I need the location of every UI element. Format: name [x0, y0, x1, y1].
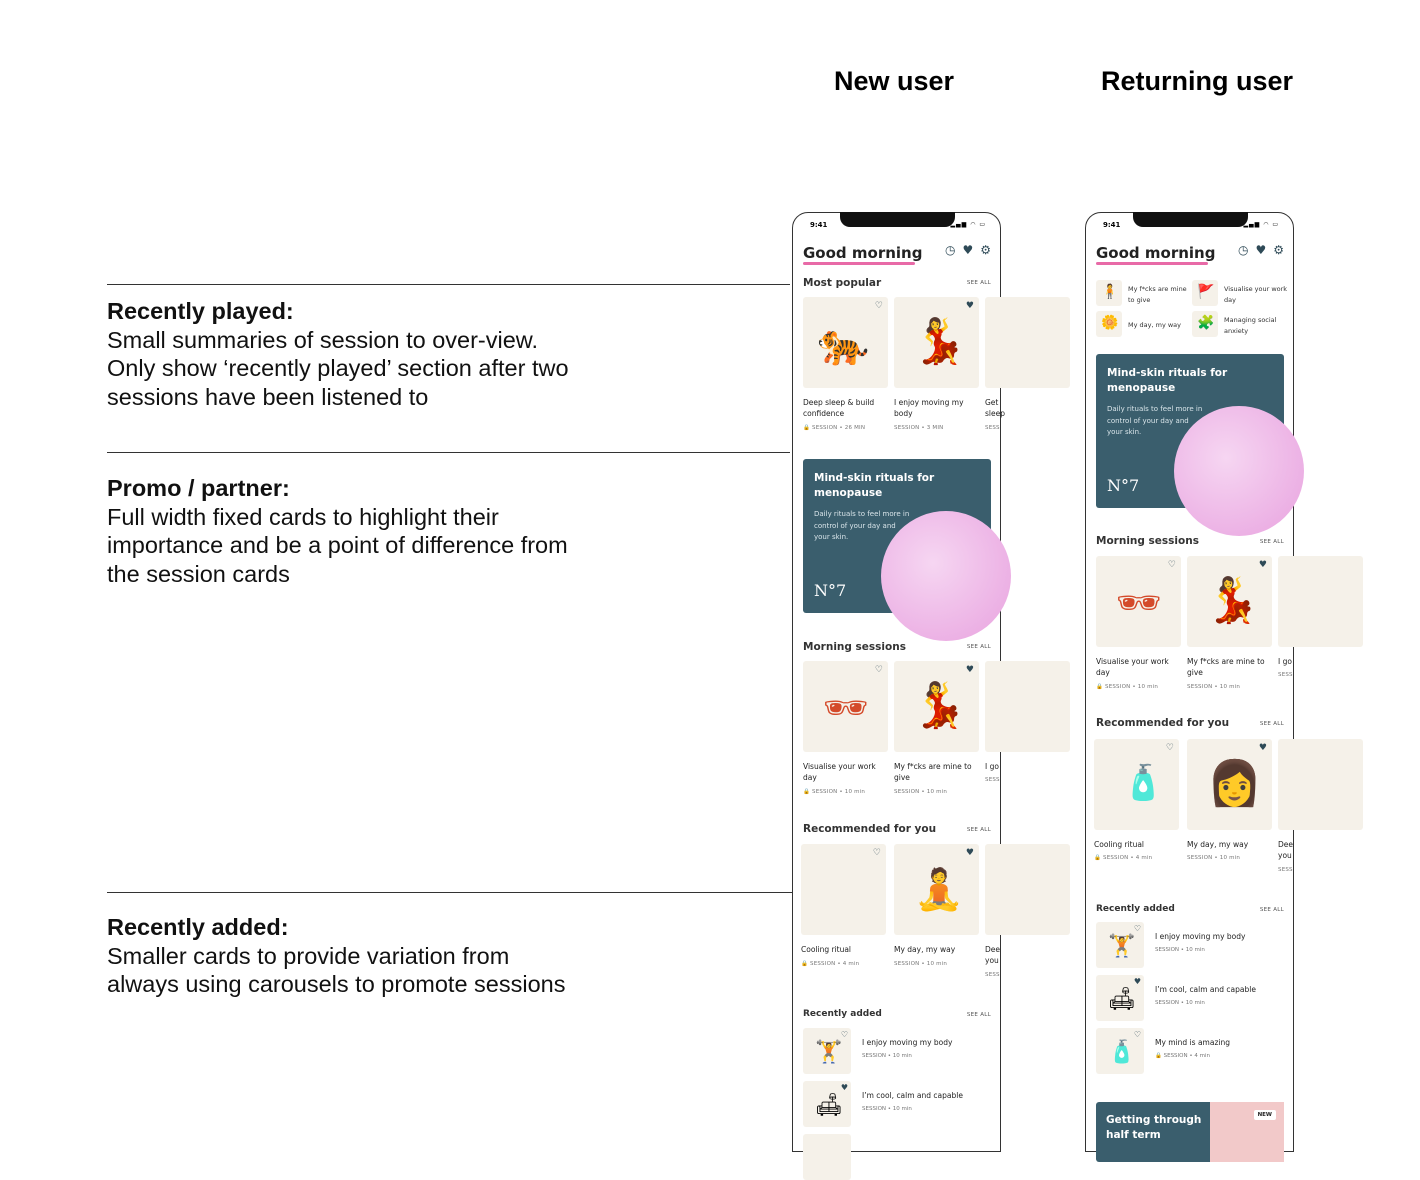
gear-icon[interactable]: ⚙: [1273, 243, 1284, 257]
header-icons: [1238, 243, 1284, 257]
puzzle-illustration-icon: 🧩: [1197, 315, 1215, 331]
promo-body: Daily rituals to feel more in control of your day and your skin.: [1107, 405, 1203, 436]
heart-filled-icon[interactable]: ♥: [1133, 977, 1141, 986]
promo-card[interactable]: [1096, 354, 1284, 508]
new-content-banner[interactable]: [1096, 1102, 1284, 1162]
list-title: I’m cool, calm and capable: [1155, 985, 1256, 994]
header-icons: [945, 243, 991, 257]
list-item[interactable]: [1096, 922, 1286, 968]
dancer-illustration-icon: 💃: [912, 316, 967, 367]
session-card[interactable]: [1094, 739, 1179, 830]
card-meta: SESSION • 10 min: [1187, 684, 1241, 690]
note-recently-added: [107, 913, 577, 999]
list-title: I’m cool, calm and capable: [862, 1091, 963, 1100]
heart-outline-icon[interactable]: ♡: [1133, 924, 1141, 933]
card-meta: 🔒 SESSION • 4 min: [801, 961, 860, 967]
promo-title: Mind-skin rituals for menopause: [1107, 367, 1228, 394]
heart-outline-icon[interactable]: ♡: [1133, 1030, 1141, 1039]
divider: [107, 892, 793, 893]
heart-outline-icon[interactable]: ♡: [874, 301, 883, 311]
card-meta: 🔒 SESSION • 26 MIN: [803, 425, 866, 431]
flag-illustration-icon: 🚩: [1197, 284, 1215, 300]
card-meta: 🔒 SESSION • 4 min: [1094, 855, 1153, 861]
note-text: Full width fixed cards to highlight their importance and be a point of difference from the session cards: [107, 503, 568, 587]
section-title: Recently added: [1096, 904, 1175, 914]
list-title: I enjoy moving my body: [1155, 932, 1246, 941]
section-title: Recommended for you: [803, 823, 937, 835]
section-title: Morning sessions: [1096, 535, 1199, 547]
list-meta: SESSION • 10 min: [1155, 1000, 1205, 1006]
promo-body: Daily rituals to feel more in control of your day and your skin.: [814, 510, 910, 541]
session-card[interactable]: [1278, 739, 1363, 830]
list-thumb: [1096, 1028, 1144, 1074]
mini-thumb: [1192, 280, 1218, 306]
list-item[interactable]: [803, 1028, 993, 1074]
clock-icon[interactable]: ◷: [1237, 243, 1249, 257]
spray-bottle-illustration-icon: 🧴: [1122, 763, 1165, 803]
mini-thumb: [1192, 311, 1218, 337]
note-heading: Recently added:: [107, 914, 289, 940]
list-title: My mind is amazing: [1155, 1038, 1230, 1047]
card-meta: SESS: [985, 972, 1000, 978]
card-title: I enjoy moving my body: [894, 398, 964, 418]
session-card[interactable]: [985, 844, 1070, 935]
new-user-phone: [792, 212, 1005, 1152]
divider: [107, 452, 790, 453]
heart-outline-icon[interactable]: ♡: [1165, 743, 1174, 753]
divider: [107, 284, 790, 285]
list-thumb: [803, 1028, 851, 1074]
sofa-illustration-icon: 🛋: [815, 1093, 843, 1118]
mini-label: My f*cks are mine to give: [1128, 285, 1187, 304]
card-meta: 🔒 SESSION • 10 min: [803, 789, 866, 795]
section-title: Most popular: [803, 277, 882, 289]
promo-title: Mind-skin rituals for menopause: [814, 472, 935, 499]
card-title: My day, my way: [1187, 840, 1249, 849]
card-title: Get sleep: [985, 398, 1005, 418]
woman-illustration-icon: 👩: [1207, 758, 1262, 809]
session-card[interactable]: [985, 297, 1070, 388]
card-title: Visualise your work day: [1096, 657, 1169, 677]
see-all-link[interactable]: SEE ALL: [966, 827, 991, 833]
card-meta: SESSION • 10 min: [1187, 855, 1241, 861]
status-icons: ▂▄▆ ◠ ▭: [1243, 221, 1279, 228]
see-all-link[interactable]: SEE ALL: [1259, 907, 1284, 913]
phone-notch: [1133, 212, 1248, 227]
list-thumb: [803, 1081, 851, 1127]
section-title: Recently added: [803, 1009, 882, 1019]
list-item[interactable]: [803, 1081, 993, 1127]
note-heading: Promo / partner:: [107, 475, 290, 501]
heart-filled-icon[interactable]: ♥: [965, 665, 974, 675]
card-title: Visualise your work day: [803, 762, 876, 782]
heart-filled-icon[interactable]: ♥: [1258, 743, 1267, 753]
list-thumb: [1096, 975, 1144, 1021]
status-time: 9:41: [810, 221, 828, 229]
section-title: Recommended for you: [1096, 717, 1230, 729]
card-meta: SESSION • 10 min: [894, 789, 948, 795]
figure-illustration-icon: 🧍: [1101, 284, 1119, 300]
see-all-link[interactable]: SEE ALL: [966, 1012, 991, 1018]
weights-illustration-icon: 🏋: [1108, 934, 1136, 959]
list-meta: SESSION • 10 min: [862, 1106, 912, 1112]
phone-notch: [840, 212, 955, 227]
card-meta: SESSION • 10 min: [894, 961, 948, 967]
list-item[interactable]: [803, 1134, 993, 1180]
bottle-illustration-icon: 🧴: [1108, 1040, 1136, 1065]
card-meta: 🔒 SESSION • 10 min: [1096, 684, 1159, 690]
status-time: 9:41: [1103, 221, 1121, 229]
gear-icon[interactable]: ⚙: [980, 243, 991, 257]
sofa-illustration-icon: 🛋: [1108, 987, 1136, 1012]
list-thumb: [1096, 922, 1144, 968]
note-text: Small summaries of session to over-view. Only show ‘recently played’ section after two sessions have been listened to: [107, 326, 569, 410]
list-meta: SESSION • 10 min: [862, 1053, 912, 1059]
heart-outline-icon[interactable]: ♡: [840, 1030, 848, 1039]
mini-thumb: [1096, 280, 1122, 306]
session-card[interactable]: [985, 661, 1070, 752]
banner-title: Getting through half term: [1106, 1114, 1202, 1141]
session-card[interactable]: [801, 844, 886, 935]
no7-logo: N°7: [1107, 476, 1140, 495]
recently-played-item[interactable]: [1096, 280, 1188, 307]
clock-icon[interactable]: ◷: [944, 243, 956, 257]
see-all-link[interactable]: SEE ALL: [1259, 721, 1284, 727]
see-all-link[interactable]: SEE ALL: [1259, 539, 1284, 545]
mini-label: Visualise your work day: [1224, 285, 1288, 304]
list-thumb: [803, 1134, 851, 1180]
mini-label: My day, my way: [1128, 321, 1181, 329]
new-user-header: New user: [834, 66, 955, 96]
list-meta: SESSION • 10 min: [1155, 947, 1205, 953]
status-icons: ▂▄▆ ◠ ▭: [950, 221, 986, 228]
recently-played-item[interactable]: [1096, 311, 1188, 338]
greeting-underline: [803, 262, 915, 265]
card-title: Deep sleep & build confidence: [803, 398, 875, 418]
section-title: Morning sessions: [803, 641, 906, 653]
heart-filled-icon[interactable]: ♥: [1258, 560, 1267, 570]
card-title: I go: [1278, 657, 1292, 666]
card-title: My f*cks are mine to give: [1187, 657, 1265, 677]
greeting-title: Good morning: [803, 244, 923, 262]
card-meta: SESS: [1278, 672, 1293, 678]
note-text: Smaller cards to provide variation from always using carousels to promote sessions: [107, 942, 566, 997]
session-card[interactable]: [1096, 556, 1181, 647]
heart-outline-icon[interactable]: ♡: [874, 665, 883, 675]
heart-filled-icon[interactable]: ♥: [965, 848, 974, 858]
recently-played-item[interactable]: [1192, 280, 1288, 307]
weights-illustration-icon: 🏋: [815, 1040, 843, 1065]
card-title: My f*cks are mine to give: [894, 762, 972, 782]
sunglasses-illustration-icon: 🕶: [1116, 583, 1162, 624]
note-heading: Recently played:: [107, 298, 294, 324]
returning-user-header: Returning user: [1101, 66, 1294, 96]
no7-logo: N°7: [814, 581, 847, 600]
list-meta: 🔒 SESSION • 4 min: [1155, 1053, 1210, 1059]
promo-card[interactable]: [803, 459, 991, 613]
desk-illustration-icon: 🧘: [914, 867, 964, 913]
see-all-link[interactable]: SEE ALL: [966, 280, 991, 286]
session-card[interactable]: [894, 297, 979, 388]
returning-user-phone: [1085, 212, 1294, 1152]
heart-outline-icon[interactable]: ♡: [872, 848, 881, 858]
greeting-title: Good morning: [1096, 244, 1216, 262]
card-meta: SESSION • 3 MIN: [894, 425, 944, 431]
session-card[interactable]: [803, 297, 888, 388]
dancer-illustration-icon: 💃: [1205, 575, 1260, 626]
session-card[interactable]: [1187, 739, 1272, 830]
new-badge: NEW: [1254, 1110, 1276, 1120]
card-title: Dee you: [985, 945, 1001, 965]
see-all-link[interactable]: SEE ALL: [966, 644, 991, 650]
greeting-underline: [1096, 262, 1208, 265]
session-card[interactable]: [1278, 556, 1363, 647]
dancer-illustration-icon: 💃: [912, 680, 967, 731]
heart-icon[interactable]: ♥: [1255, 243, 1267, 257]
card-meta: SESS: [1278, 867, 1293, 873]
card-title: My day, my way: [894, 945, 956, 954]
mini-label: Managing social anxiety: [1224, 316, 1277, 335]
flower-illustration-icon: 🌼: [1101, 315, 1119, 331]
recently-played-item[interactable]: [1192, 311, 1284, 338]
session-card[interactable]: [894, 661, 979, 752]
heart-filled-icon[interactable]: ♥: [840, 1083, 848, 1092]
card-meta: SESS: [985, 425, 1000, 431]
card-title: Cooling ritual: [801, 945, 852, 954]
card-meta: SESS: [985, 777, 1000, 783]
session-card[interactable]: [894, 844, 979, 935]
list-item[interactable]: [1096, 975, 1286, 1021]
heart-filled-icon[interactable]: ♥: [965, 301, 974, 311]
session-card[interactable]: [803, 661, 888, 752]
heart-icon[interactable]: ♥: [962, 243, 974, 257]
card-title: Dee you: [1278, 840, 1294, 860]
note-promo-partner: [107, 474, 577, 588]
mini-thumb: [1096, 311, 1122, 337]
heart-outline-icon[interactable]: ♡: [1167, 560, 1176, 570]
tiger-illustration-icon: 🐅: [817, 319, 870, 368]
list-item[interactable]: [1096, 1028, 1286, 1074]
note-recently-played: [107, 297, 577, 411]
sunglasses-illustration-icon: 🕶: [823, 688, 869, 729]
session-card[interactable]: [1187, 556, 1272, 647]
list-title: I enjoy moving my body: [862, 1038, 953, 1047]
card-title: I go: [985, 762, 999, 771]
card-title: Cooling ritual: [1094, 840, 1145, 849]
